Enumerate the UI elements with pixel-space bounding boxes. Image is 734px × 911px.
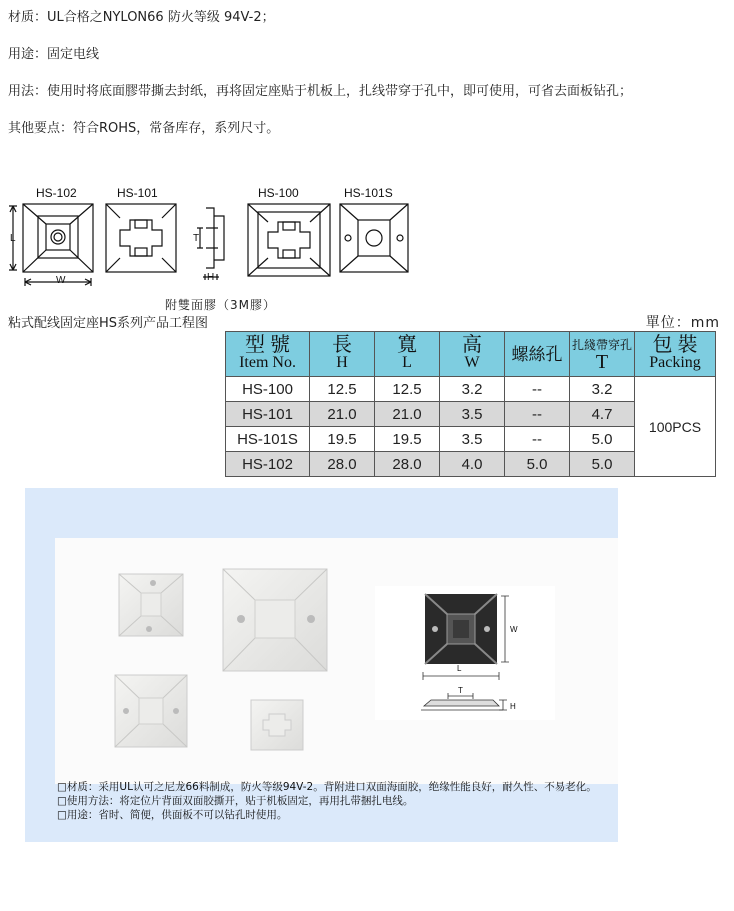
dim-h-label: H bbox=[207, 272, 215, 283]
cell-screw: -- bbox=[505, 377, 570, 402]
cell-w: 3.5 bbox=[440, 427, 505, 452]
page-subtitle: 粘式配线固定座HS系列产品工程图 bbox=[8, 316, 209, 331]
cell-w: 3.2 bbox=[440, 377, 505, 402]
note-material: □材质：采用UL认可之尼龙66料制成，防火等级94V-2。背附进口双面海面胶，绝缘性能良好，耐久性、不易老化。 bbox=[57, 781, 597, 793]
dim-w-label: W bbox=[56, 275, 66, 286]
note-method: □使用方法：将定位片背面双面胶撕开，贴于机板固定，再用扎带捆扎电线。 bbox=[57, 795, 414, 807]
label-hs-101s: HS-101S bbox=[344, 186, 393, 200]
photo-dim-h: H bbox=[510, 702, 516, 711]
hs-100-drawing bbox=[248, 204, 330, 276]
unit-label: 單位：mm bbox=[645, 315, 720, 331]
cell-item: HS-100 bbox=[226, 377, 310, 402]
header-item: 型 號 Item No. bbox=[226, 332, 310, 377]
tech-drawing-photo bbox=[375, 586, 555, 720]
cell-item: HS-101S bbox=[226, 427, 310, 452]
cell-l: 19.5 bbox=[375, 427, 440, 452]
cell-t: 5.0 bbox=[570, 452, 635, 477]
cell-item: HS-102 bbox=[226, 452, 310, 477]
dim-l-label: L bbox=[10, 233, 16, 244]
header-t: 扎綫帶穿孔 T bbox=[570, 332, 635, 377]
mount-photo-compact bbox=[251, 700, 303, 750]
mount-photo-large bbox=[223, 569, 327, 671]
label-hs-100: HS-100 bbox=[258, 186, 299, 200]
product-photo bbox=[55, 538, 618, 784]
cell-h: 19.5 bbox=[310, 427, 375, 452]
cell-t: 5.0 bbox=[570, 427, 635, 452]
notes-block bbox=[57, 780, 617, 822]
cell-l: 28.0 bbox=[375, 452, 440, 477]
photo-dim-l: L bbox=[457, 664, 462, 673]
cell-t: 4.7 bbox=[570, 402, 635, 427]
side-view-drawing bbox=[197, 208, 224, 280]
cell-packing: 100PCS bbox=[635, 377, 716, 477]
hs-101-drawing bbox=[106, 204, 176, 272]
cell-l: 12.5 bbox=[375, 377, 440, 402]
header-w: 高 W bbox=[440, 332, 505, 377]
product-photo-panel bbox=[25, 488, 618, 842]
table-row bbox=[226, 377, 716, 402]
cell-h: 21.0 bbox=[310, 402, 375, 427]
photo-dim-t: T bbox=[458, 686, 463, 695]
mount-photo-medium bbox=[115, 675, 187, 747]
dim-t-label: T bbox=[193, 233, 200, 244]
product-illustration bbox=[55, 538, 618, 784]
cell-t: 3.2 bbox=[570, 377, 635, 402]
hs-102-drawing bbox=[23, 204, 93, 272]
cell-screw: 5.0 bbox=[505, 452, 570, 477]
cell-w: 3.5 bbox=[440, 402, 505, 427]
cell-l: 21.0 bbox=[375, 402, 440, 427]
cell-h: 12.5 bbox=[310, 377, 375, 402]
purpose-text: 用途：固定电线 bbox=[8, 47, 100, 62]
hs-101s-drawing bbox=[340, 204, 408, 272]
label-hs-101: HS-101 bbox=[117, 186, 158, 200]
header-l: 寬 L bbox=[375, 332, 440, 377]
photo-dim-w: W bbox=[510, 625, 518, 634]
material-text: 材质：UL合格之NYLON66 防火等级 94V-2； bbox=[8, 10, 275, 25]
note-usage: □用途：省时、简便，供面板不可以钻孔时使用。 bbox=[57, 809, 288, 821]
header-packing: 包 裝 Packing bbox=[635, 332, 716, 377]
header-screw: 螺絲孔 bbox=[505, 332, 570, 377]
cell-item: HS-101 bbox=[226, 402, 310, 427]
other-text: 其他要点：符合ROHS，常备库存，系列尺寸。 bbox=[8, 121, 280, 136]
cell-h: 28.0 bbox=[310, 452, 375, 477]
cell-screw: -- bbox=[505, 427, 570, 452]
table-header-row bbox=[226, 332, 716, 377]
header-h: 長 H bbox=[310, 332, 375, 377]
cell-w: 4.0 bbox=[440, 452, 505, 477]
spec-table bbox=[225, 331, 716, 477]
label-hs-102: HS-102 bbox=[36, 186, 77, 200]
cell-screw: -- bbox=[505, 402, 570, 427]
usage-text: 用法：使用时将底面膠带撕去封纸，再将固定座贴于机板上，扎线带穿于孔中，即可使用，可省去面板钻孔； bbox=[8, 84, 633, 99]
mount-photo-small bbox=[119, 574, 183, 636]
attach-note: 附雙面膠（3M膠） bbox=[165, 298, 276, 312]
